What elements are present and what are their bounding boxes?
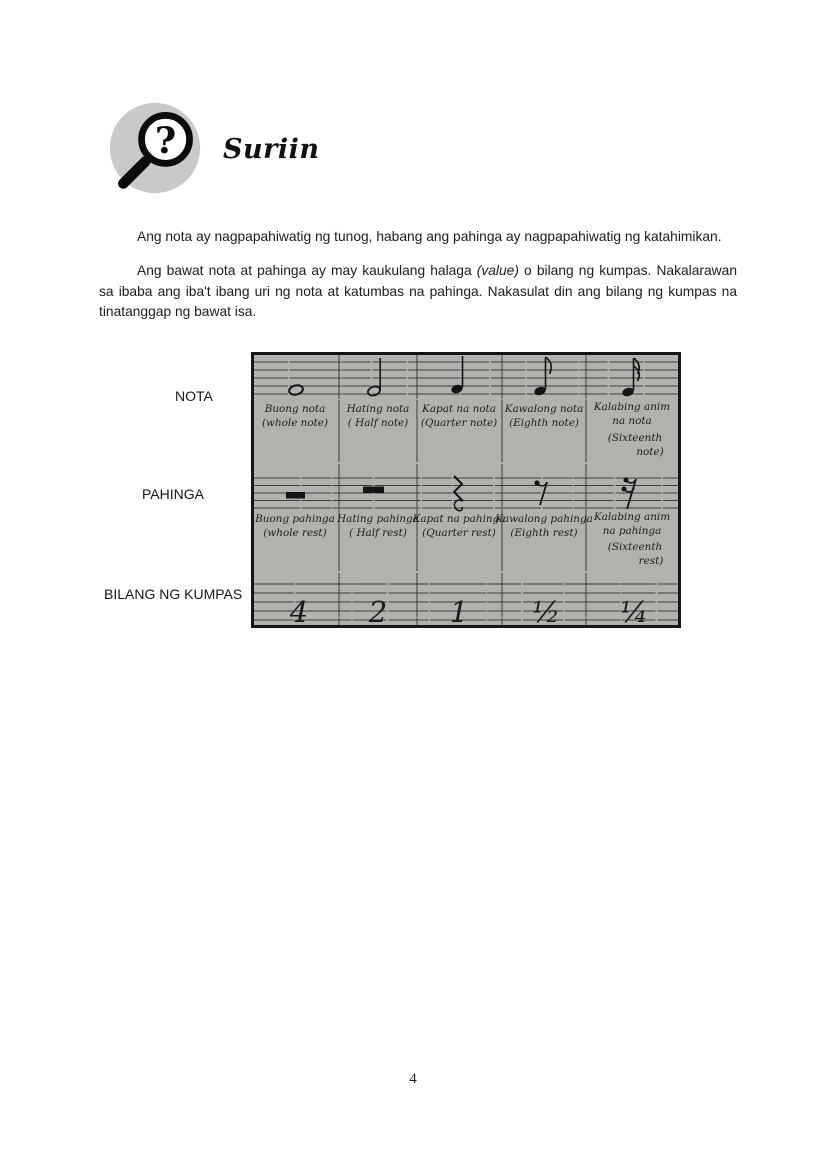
note-label-line: Hating nota: [346, 403, 410, 415]
rest-label-line: (Eighth rest): [510, 527, 578, 539]
beat-count: 2: [368, 595, 388, 628]
note-label-line: Buong nota: [264, 403, 326, 415]
beat-count: ½: [531, 595, 561, 628]
rest-label-line: rest): [638, 555, 664, 567]
row-label-pahinga: PAHINGA: [142, 486, 204, 502]
rest-label-line: Kapat na pahinga: [412, 513, 506, 525]
note-label-line: Kalabing anim: [593, 401, 671, 413]
rest-label-line: Kawalong pahinga: [495, 513, 593, 525]
paragraph-1: Ang nota ay nagpapahiwatig ng tunog, habang ang pahinga ay nagpapahiwatig ng katahimikan.: [137, 229, 722, 244]
half-rest-icon: [363, 487, 384, 494]
note-label-line: (Sixteenth: [607, 432, 663, 444]
section-title: Suriin: [223, 134, 320, 165]
notes-rests-table-image: [251, 352, 681, 628]
note-label-line: note): [636, 446, 664, 458]
note-label-line: Kawalong nota: [504, 403, 584, 415]
page-number: 4: [409, 1071, 417, 1087]
rest-label-line: Kalabing anim: [593, 511, 671, 523]
whole-rest-icon: [286, 492, 305, 499]
rest-label-line: (whole rest): [263, 527, 327, 539]
note-label-line: Kapat na nota: [422, 403, 496, 415]
beat-count: 4: [289, 595, 309, 628]
note-label-line: (Quarter note): [420, 417, 498, 429]
paragraph-2-value-italic: (value): [476, 262, 519, 278]
row-label-bilang-ng-kumpas: BILANG NG KUMPAS: [104, 586, 243, 602]
rest-label-line: (Quarter rest): [422, 527, 496, 539]
question-mark-glyph: ?: [154, 118, 177, 162]
paragraph-2-text-a: Ang bawat nota at pahinga ay may kaukulang halaga: [137, 262, 477, 278]
rest-label-line: ( Half rest): [349, 527, 407, 539]
rest-label-line: Buong pahinga: [255, 513, 335, 525]
note-label-line: ( Half note): [347, 417, 409, 429]
rest-label-line: Hating pahinga: [337, 513, 419, 525]
magnifier-question-icon: [107, 100, 203, 196]
rest-label-line: (Sixteenth: [607, 541, 663, 553]
row-label-nota: NOTA: [175, 388, 213, 404]
rest-label-line: na pahinga: [602, 525, 662, 537]
beat-count: ¼: [619, 595, 649, 628]
body-text: [99, 227, 737, 336]
beat-count: 1: [449, 595, 469, 628]
paragraph-2: [99, 261, 737, 323]
scan-background: [251, 352, 681, 628]
note-label-line: (Eighth note): [509, 417, 579, 429]
paragraph-2-text-b: o bilang ng kumpas. Nakalarawan sa ibaba ang iba't ibang uri ng nota at katumbas na pahinga. Nakasulat din ang bilang ng kumpas na tinatanggap ng bawat isa.: [99, 262, 737, 320]
note-label-line: na nota: [612, 415, 652, 427]
note-label-line: (whole note): [262, 417, 328, 429]
